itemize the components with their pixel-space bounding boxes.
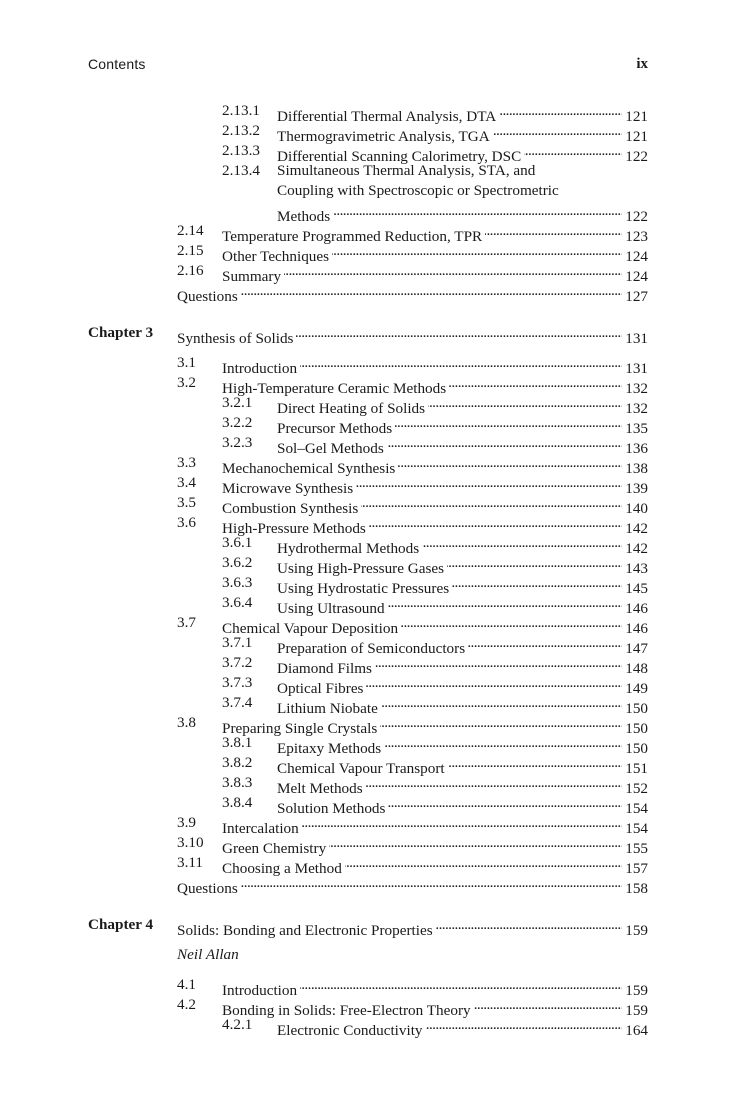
running-title: Contents: [88, 56, 146, 72]
section-number: 3.3: [177, 454, 196, 471]
dot-leader: [524, 141, 622, 161]
dot-leader: [302, 813, 622, 833]
page-ref: 152: [625, 780, 648, 797]
section-title: Solution Methods: [277, 800, 386, 817]
page-ref: 154: [625, 820, 648, 837]
page-ref: 135: [625, 420, 648, 437]
toc-entry-2-16[interactable]: [0, 261, 735, 285]
toc-entry-4-2[interactable]: [0, 995, 735, 1019]
section-number: 3.6.4: [222, 594, 253, 611]
chapter-title: Synthesis of Solids: [177, 330, 294, 347]
toc-entry-3-10[interactable]: [0, 833, 735, 857]
dot-leader: [499, 101, 622, 121]
section-number: 3.2.1: [222, 394, 253, 411]
section-title: Combustion Synthesis: [222, 500, 359, 517]
toc-entry-3-8[interactable]: [0, 713, 735, 737]
section-number: 3.7.2: [222, 654, 253, 671]
page-ref: 124: [625, 268, 648, 285]
page-ref: 146: [625, 600, 648, 617]
section-title: Intercalation: [222, 820, 299, 837]
section-title: Epitaxy Methods: [277, 740, 382, 757]
toc-entry-3-7-1[interactable]: [0, 633, 735, 657]
dot-leader: [401, 613, 622, 633]
section-number: 3.2: [177, 374, 196, 391]
toc-chapter-4[interactable]: [0, 915, 735, 939]
dot-leader: [300, 975, 622, 995]
page-ref: 131: [625, 330, 648, 347]
section-title: Optical Fibres: [277, 680, 364, 697]
dot-leader: [422, 533, 622, 553]
section-number: 3.7.4: [222, 694, 253, 711]
section-title: Bonding in Solids: Free-Electron Theory: [222, 1002, 471, 1019]
section-title: Hydrothermal Methods: [277, 540, 420, 557]
dot-leader: [388, 593, 623, 613]
toc-entry-ch3-questions[interactable]: [0, 873, 735, 897]
chapter-title: Solids: Bonding and Electronic Properties: [177, 922, 433, 939]
toc-entry-3-8-1[interactable]: [0, 733, 735, 757]
page-ref: 159: [625, 982, 648, 999]
page-ref: 121: [625, 128, 648, 145]
page-number: ix: [636, 56, 648, 72]
toc-entry-2-13-4-line3[interactable]: [0, 201, 735, 225]
dot-leader: [384, 733, 622, 753]
dot-leader: [426, 1015, 623, 1035]
section-number: 3.1: [177, 354, 196, 371]
page-ref: 157: [625, 860, 648, 877]
section-number: 2.13.2: [222, 122, 260, 139]
section-title: Introduction: [222, 982, 298, 999]
section-title: Lithium Niobate: [277, 700, 378, 717]
section-number: 2.13.3: [222, 142, 260, 159]
section-number: 3.8.1: [222, 734, 253, 751]
toc-entry-2-14[interactable]: [0, 221, 735, 245]
dot-leader: [468, 633, 622, 653]
page-ref: 164: [625, 1022, 648, 1039]
section-number: 3.5: [177, 494, 196, 511]
section-title: Direct Heating of Solids: [277, 400, 426, 417]
section-number: 2.15: [177, 242, 204, 259]
dot-leader: [366, 673, 622, 693]
toc-entry-2-13-4-line2[interactable]: [0, 181, 735, 201]
dot-leader: [398, 453, 622, 473]
toc-entry-3-7-4[interactable]: [0, 693, 735, 717]
toc-entry-3-8-2[interactable]: [0, 753, 735, 777]
page-ref: 123: [625, 228, 648, 245]
page-ref: 150: [625, 740, 648, 757]
dot-leader: [356, 473, 622, 493]
section-number: 3.6: [177, 514, 196, 531]
section-number: 3.8.4: [222, 794, 253, 811]
section-number: 3.6.2: [222, 554, 253, 571]
page-ref: 159: [625, 1002, 648, 1019]
dot-leader: [428, 393, 622, 413]
page-ref: 149: [625, 680, 648, 697]
section-number: 2.14: [177, 222, 204, 239]
section-number: 2.16: [177, 262, 204, 279]
section-number: 3.6.3: [222, 574, 253, 591]
chapter-label: Chapter 3: [88, 324, 154, 341]
section-title: Electronic Conductivity: [277, 1022, 423, 1039]
section-title: Sol–Gel Methods: [277, 440, 384, 457]
page-ref: 154: [625, 800, 648, 817]
section-number: 3.10: [177, 834, 204, 851]
section-title: Introduction: [222, 360, 298, 377]
section-number: 2.13.1: [222, 102, 260, 119]
toc-chapter-4-author: [0, 945, 735, 965]
dot-leader: [395, 413, 622, 433]
section-title: Chemical Vapour Deposition: [222, 620, 399, 637]
section-number: 3.11: [177, 854, 204, 871]
page-ref: 150: [625, 720, 648, 737]
page-ref: 140: [625, 500, 648, 517]
page-ref: 155: [625, 840, 648, 857]
toc-entry-2-13-1[interactable]: [0, 101, 735, 125]
section-title: Using High-Pressure Gases: [277, 560, 445, 577]
page-ref: 147: [625, 640, 648, 657]
section-title-line: Simultaneous Thermal Analysis, STA, and: [277, 162, 536, 179]
section-number: 4.2.1: [222, 1016, 253, 1033]
dot-leader: [474, 995, 623, 1015]
section-title: Green Chemistry: [222, 840, 327, 857]
toc-entry-2-13-2[interactable]: [0, 121, 735, 145]
toc-entry-3-9[interactable]: [0, 813, 735, 837]
section-title: Preparation of Semiconductors: [277, 640, 466, 657]
section-number: 3.8.2: [222, 754, 253, 771]
section-number: 3.6.1: [222, 534, 253, 551]
page-ref: 148: [625, 660, 648, 677]
toc-entry-4-1[interactable]: [0, 975, 735, 999]
dot-leader: [388, 793, 622, 813]
page-ref: 142: [625, 540, 648, 557]
toc-entry-ch2-questions[interactable]: [0, 281, 735, 305]
section-number: 3.8: [177, 714, 196, 731]
toc-entry-3-4[interactable]: [0, 473, 735, 497]
dot-leader: [493, 121, 622, 141]
dot-leader: [448, 753, 623, 773]
section-title: Other Techniques: [222, 248, 330, 265]
toc-entry-3-8-3[interactable]: [0, 773, 735, 797]
toc-entry-3-6-2[interactable]: [0, 553, 735, 577]
table-of-contents: [0, 101, 735, 1039]
toc-entry-3-2-3[interactable]: [0, 433, 735, 457]
toc-entry-3-2[interactable]: [0, 373, 735, 397]
toc-entry-2-13-4-line1[interactable]: [0, 161, 735, 181]
section-title: Thermogravimetric Analysis, TGA: [277, 128, 490, 145]
page-ref: 145: [625, 580, 648, 597]
toc-entry-3-3[interactable]: [0, 453, 735, 477]
dot-leader: [345, 853, 622, 873]
section-number: 3.9: [177, 814, 196, 831]
section-number: 3.7: [177, 614, 196, 631]
toc-entry-3-2-1[interactable]: [0, 393, 735, 417]
page-ref: 151: [625, 760, 648, 777]
toc-entry-3-1[interactable]: [0, 353, 735, 377]
dot-leader: [447, 553, 622, 573]
toc-entry-3-7-3[interactable]: [0, 673, 735, 697]
section-title: Summary: [222, 268, 282, 285]
section-number: 3.8.3: [222, 774, 253, 791]
toc-entry-3-5[interactable]: [0, 493, 735, 517]
dot-leader: [485, 221, 622, 241]
section-title: Using Hydrostatic Pressures: [277, 580, 450, 597]
section-title: Differential Scanning Calorimetry, DSC: [277, 148, 522, 165]
section-number: 4.1: [177, 976, 196, 993]
page-ref: 132: [625, 400, 648, 417]
section-title-line: Coupling with Spectroscopic or Spectrometric: [277, 182, 559, 199]
dot-leader: [329, 833, 622, 853]
section-title: Mechanochemical Synthesis: [222, 460, 396, 477]
dot-leader: [375, 653, 622, 673]
dot-leader: [366, 773, 623, 793]
dot-leader: [300, 353, 622, 373]
section-title: High-Temperature Ceramic Methods: [222, 380, 447, 397]
dot-leader: [436, 915, 623, 935]
page-ref: 127: [625, 288, 648, 305]
toc-entry-3-6-1[interactable]: [0, 533, 735, 557]
section-title: Questions: [177, 880, 238, 897]
section-title: Preparing Single Crystals: [222, 720, 378, 737]
dot-leader: [381, 693, 622, 713]
dot-leader: [361, 493, 622, 513]
page-ref: 132: [625, 380, 648, 397]
toc-entry-3-7[interactable]: [0, 613, 735, 637]
toc-entry-3-6-3[interactable]: [0, 573, 735, 597]
section-title: Choosing a Method: [222, 860, 342, 877]
dot-leader: [333, 201, 622, 221]
section-title: Diamond Films: [277, 660, 372, 677]
section-number: 3.7.1: [222, 634, 253, 651]
toc-entry-3-11[interactable]: [0, 853, 735, 877]
section-title: Microwave Synthesis: [222, 480, 354, 497]
toc-chapter-3[interactable]: [0, 323, 735, 347]
toc-entry-4-2-1[interactable]: [0, 1015, 735, 1039]
page-ref: 139: [625, 480, 648, 497]
dot-leader: [284, 261, 622, 281]
chapter-label: Chapter 4: [88, 916, 154, 933]
toc-entry-3-2-2[interactable]: [0, 413, 735, 437]
section-title: Temperature Programmed Reduction, TPR: [222, 228, 483, 245]
section-number: 3.7.3: [222, 674, 253, 691]
page-ref: 121: [625, 108, 648, 125]
page-ref: 124: [625, 248, 648, 265]
section-title: High-Pressure Methods: [222, 520, 366, 537]
dot-leader: [369, 513, 622, 533]
dot-leader: [241, 281, 622, 301]
page-ref: 138: [625, 460, 648, 477]
section-title: Questions: [177, 288, 238, 305]
dot-leader: [387, 433, 622, 453]
page-ref: 150: [625, 700, 648, 717]
toc-entry-2-15[interactable]: [0, 241, 735, 265]
toc-entry-3-7-2[interactable]: [0, 653, 735, 677]
dot-leader: [332, 241, 622, 261]
page-ref: 159: [625, 922, 648, 939]
section-number: 3.2.2: [222, 414, 253, 431]
section-title: Using Ultrasound: [277, 600, 385, 617]
section-number: 3.2.3: [222, 434, 253, 451]
section-title: Chemical Vapour Transport: [277, 760, 445, 777]
section-title: Methods: [277, 208, 331, 225]
section-title: Melt Methods: [277, 780, 363, 797]
dot-leader: [380, 713, 622, 733]
section-title: Precursor Methods: [277, 420, 393, 437]
toc-entry-3-6[interactable]: [0, 513, 735, 537]
section-number: 4.2: [177, 996, 196, 1013]
toc-entry-3-8-4[interactable]: [0, 793, 735, 817]
running-head: [88, 56, 648, 76]
page-ref: 122: [625, 208, 648, 225]
section-number: 2.13.4: [222, 162, 260, 179]
section-number: 3.4: [177, 474, 196, 491]
page-ref: 131: [625, 360, 648, 377]
toc-entry-3-6-4[interactable]: [0, 593, 735, 617]
dot-leader: [241, 873, 622, 893]
chapter-author: Neil Allan: [177, 946, 239, 963]
page-ref: 158: [625, 880, 648, 897]
dot-leader: [452, 573, 622, 593]
section-title: Differential Thermal Analysis, DTA: [277, 108, 497, 125]
page-ref: 142: [625, 520, 648, 537]
page-ref: 136: [625, 440, 648, 457]
dot-leader: [296, 323, 622, 343]
dot-leader: [449, 373, 622, 393]
toc-entry-2-13-3[interactable]: [0, 141, 735, 165]
page-ref: 143: [625, 560, 648, 577]
page-ref: 122: [625, 148, 648, 165]
page-ref: 146: [625, 620, 648, 637]
